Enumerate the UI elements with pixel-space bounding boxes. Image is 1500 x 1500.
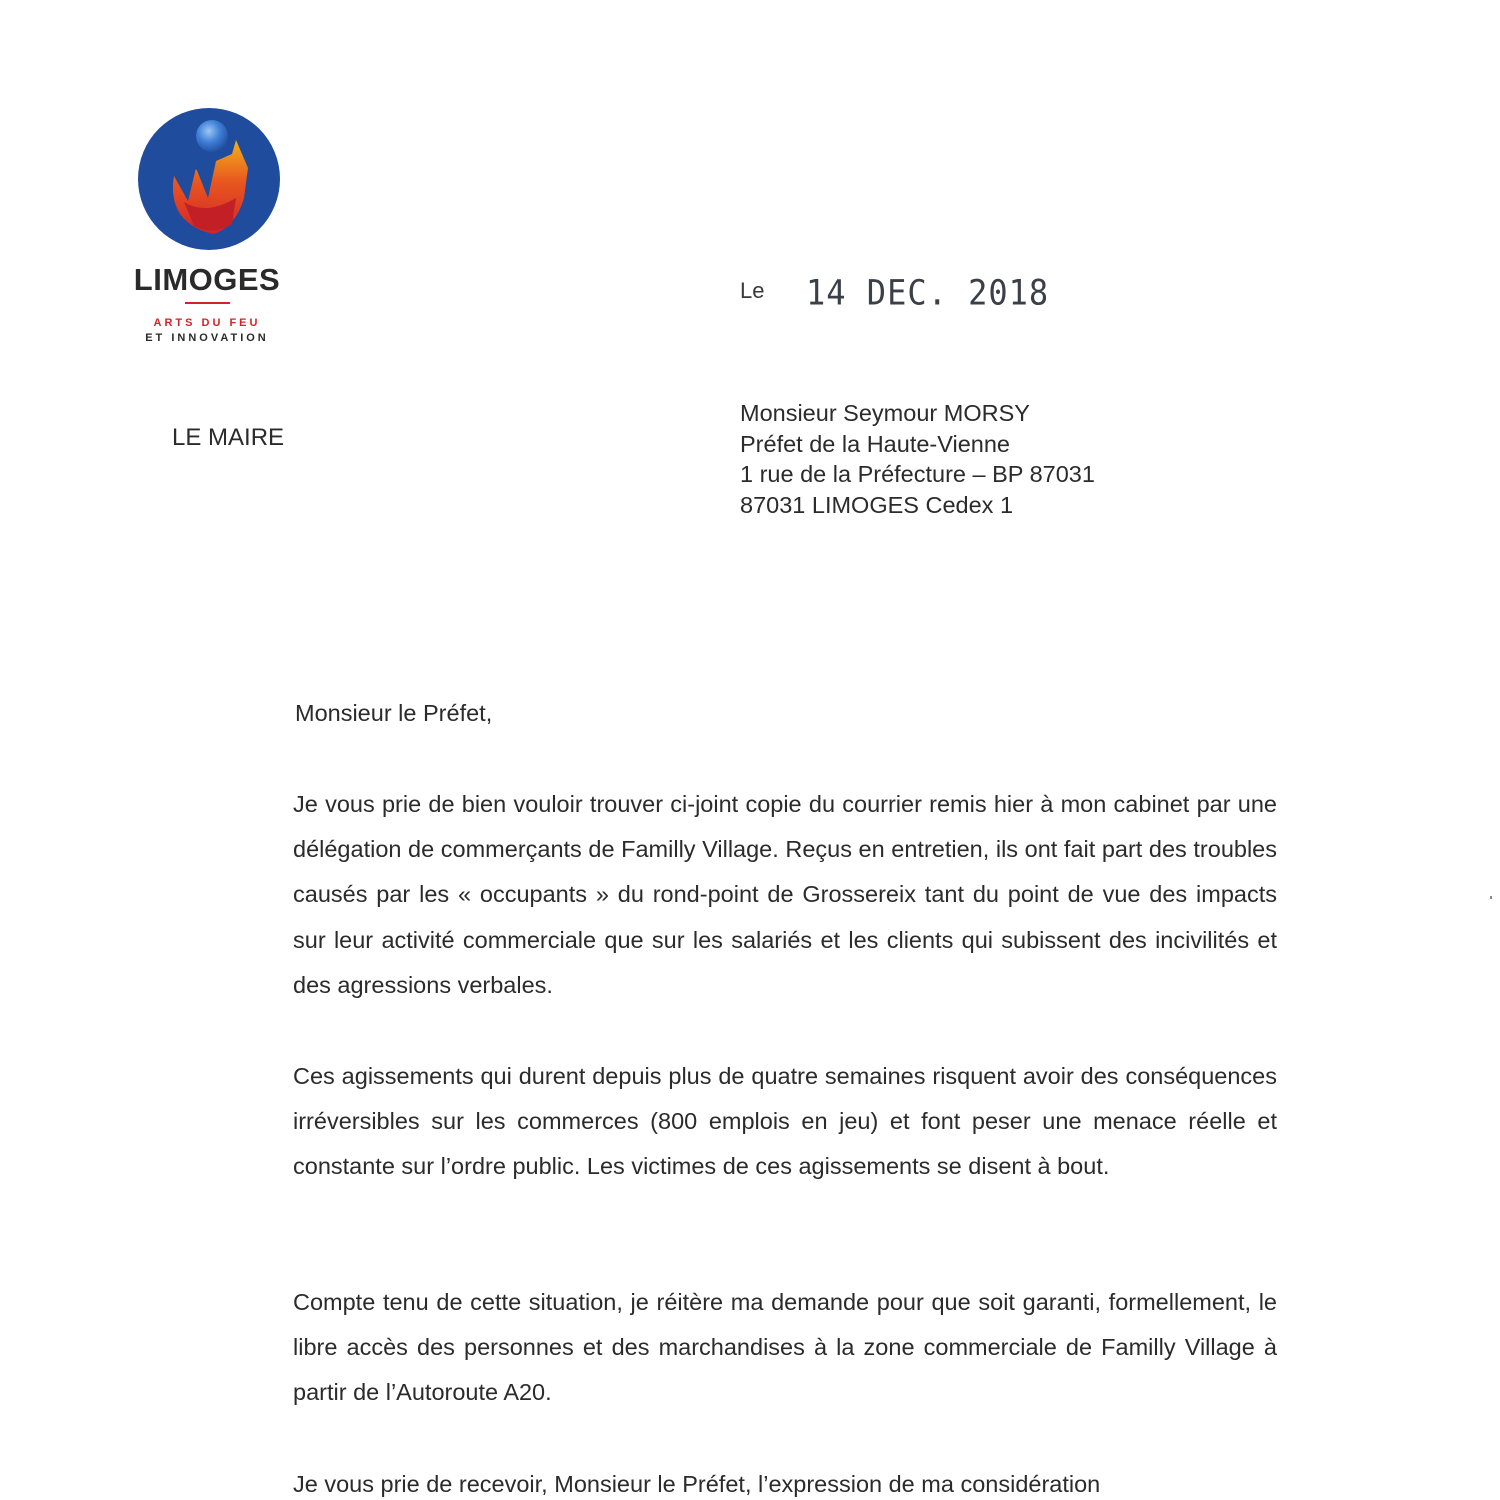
body-paragraph-2: Ces agissements qui durent depuis plus de quatre semaines risquent avoir des conséquences irréversibles sur les commerces (800 emplois en jeu) et font peser une menace réelle et constante sur l’ordre public. Les victimes de ces agissements se disent à bout. [293,1063,1277,1180]
logo-tagline-1: ARTS DU FEU [153,317,261,329]
recipient-address-line-2: 87031 LIMOGES Cedex 1 [740,491,1014,518]
scan-speck [1490,896,1492,899]
recipient-name: Monsieur Seymour MORSY [740,400,1030,426]
recipient-address-line-1: 1 rue de la Préfecture – BP 87031 [740,461,1095,487]
body-paragraph-3: Compte tenu de cette situation, je réitère ma demande pour que soit garanti, formellement, le libre accès des personnes et des marchandises à la zone commerciale de Familly Village à partir de l’Autoroute A20. [293,1289,1277,1406]
logo-tagline-2: ET INNOVATION [145,332,269,344]
sender-title: LE MAIRE [172,424,285,451]
body-paragraph-1: Je vous prie de bien vouloir trouver ci-joint copie du courrier remis hier à mon cabinet par une délégation de commerçants de Familly Village. Reçus en entretien, ils ont fait part des troubles causés par les « occupants » du rond-point de Grossereix tant du point de vue des impacts sur leur activité commerciale que sur les salariés et les clients qui subissent des incivilités et des agressions verbales. [293,791,1277,998]
logo-city-name: LIMOGES [133,262,281,297]
date-prefix: Le [740,278,765,303]
salutation: Monsieur le Préfet, [295,700,493,726]
recipient-address [740,398,1095,520]
date-stamp: 14 DEC. 2018 [806,272,1050,314]
logo-divider [185,302,230,304]
body-paragraph-4: Je vous prie de recevoir, Monsieur le Préfet, l’expression de ma considération [293,1471,1101,1497]
limoges-emblem-icon [136,106,282,252]
recipient-title: Préfet de la Haute-Vienne [740,430,1010,457]
